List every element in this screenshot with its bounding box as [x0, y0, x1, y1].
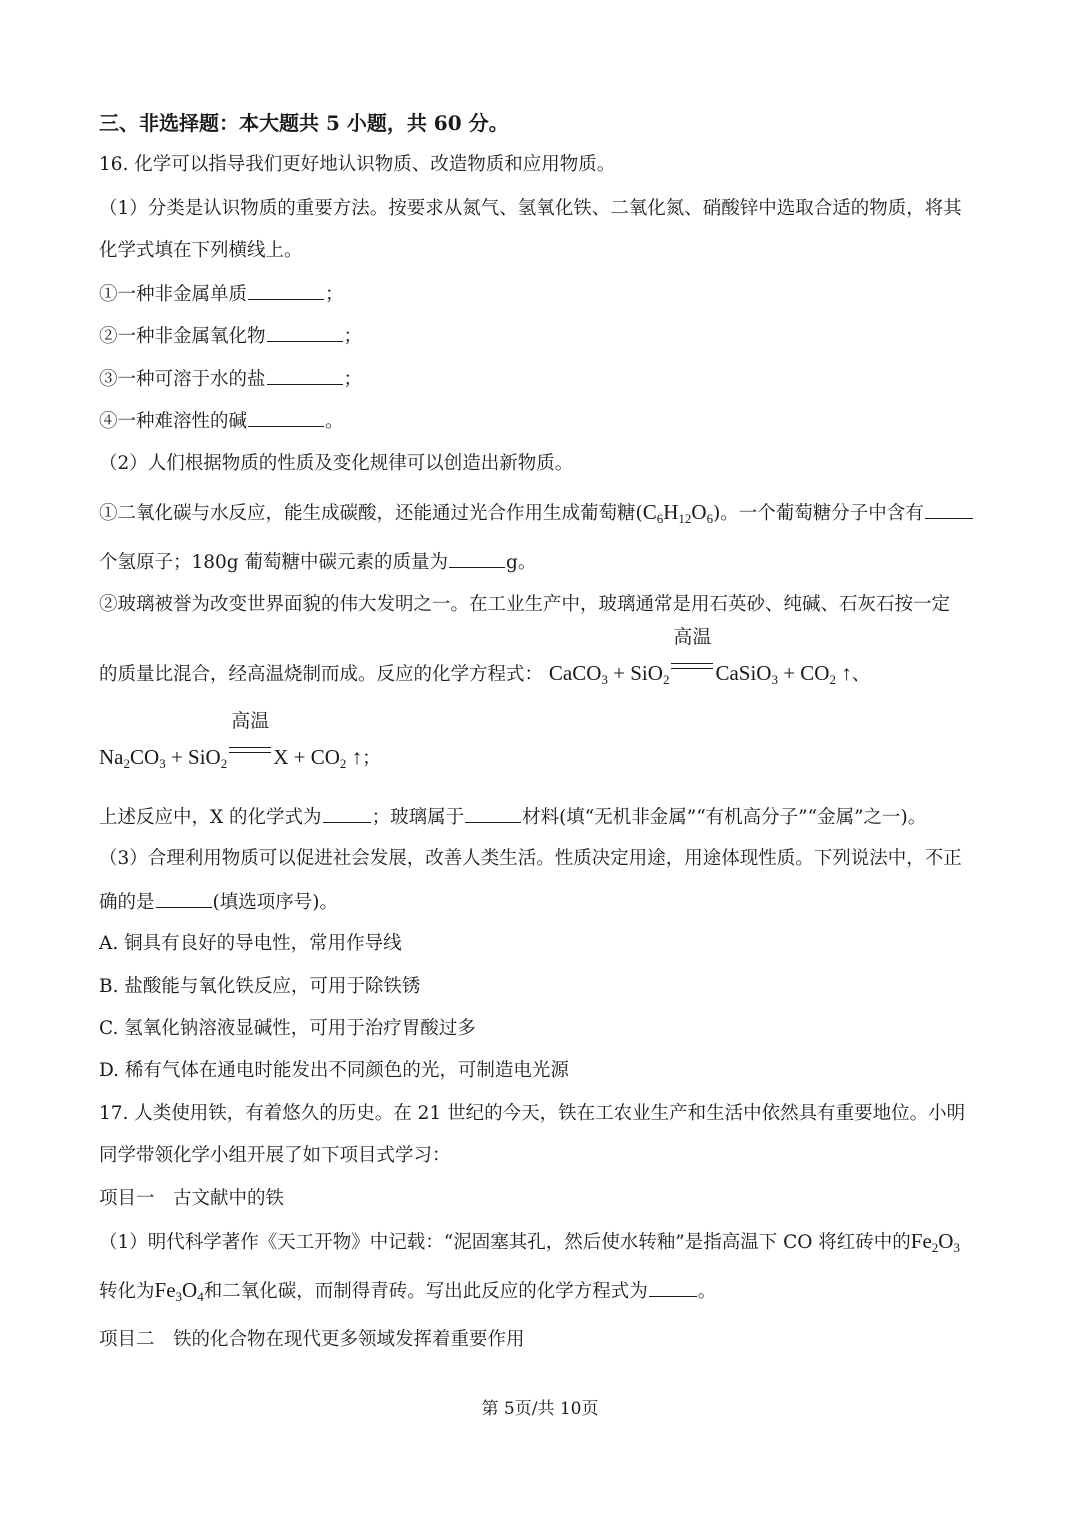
semicolon: ；: [325, 284, 344, 305]
q16-item3: [99, 366, 362, 393]
option-b: B. 盐酸能与氧化铁反应，可用于除铁锈: [99, 976, 421, 997]
p2-3-a: 上述反应中，X 的化学式为: [99, 807, 322, 828]
answer-blank[interactable]: [248, 281, 324, 300]
fe2o3-formula: $Fe_2O_3$: [910, 1229, 960, 1255]
q16-item1: [99, 281, 344, 308]
p2-1-text-b: )。一个葡萄糖分子中含有: [713, 503, 924, 524]
fe3o4-formula: $Fe_3O_4$: [154, 1278, 204, 1304]
q16-equation-2-line: [99, 710, 381, 772]
double-bar: [671, 663, 713, 669]
answer-blank[interactable]: [649, 1278, 697, 1297]
q16-p2-1-cont: [99, 549, 536, 576]
q17-p1-text-a: 转化为: [99, 1281, 155, 1302]
q17-p1-line1: [99, 1228, 960, 1256]
answer-blank[interactable]: [323, 804, 371, 823]
option-a: A. 铜具有良好的导电性，常用作导线: [99, 933, 402, 954]
project2-title: 项目二 铁的化合物在现代更多领域发挥着重要作用: [99, 1329, 525, 1350]
reaction-condition: [227, 710, 273, 764]
p2-1-text-d: g。: [506, 552, 537, 573]
answer-blank[interactable]: [156, 889, 212, 908]
item3-text: ③一种可溶于水的盐: [99, 369, 266, 390]
q16-p3-line2: [99, 889, 338, 916]
project1-title: 项目一 古文献中的铁: [99, 1188, 285, 1209]
p2-2-tail: 、: [851, 664, 871, 685]
q16-p2-2-line2: [99, 626, 871, 688]
q16-p1-line2: 化学式填在下列横线上。: [99, 240, 303, 261]
q17-p1-text: （1）明代科学著作《天工开物》中记载：“泥固塞其孔，然后使水转釉”是指高温下 CO 将红砖中的: [99, 1232, 911, 1253]
answer-blank[interactable]: [248, 408, 324, 427]
q16-p2-2-line1: ②玻璃被誉为改变世界面貌的伟大发明之一。在工业生产中，玻璃通常是用石英砂、纯碱、石灰石按一定: [99, 594, 951, 615]
semicolon: ；: [343, 326, 363, 347]
q16-item2: [99, 323, 362, 350]
q17-p1-text-c: 。: [697, 1281, 717, 1302]
glucose-formula: $C_6H_{12}O_6$: [642, 500, 714, 526]
item4-text: ④一种难溶性的碱: [99, 411, 248, 432]
q16-p2-1: [99, 499, 974, 527]
section-header: 三、非选择题：本大题共 5 小题，共 60 分。: [99, 111, 509, 135]
reaction-condition: [669, 626, 715, 680]
eq2-tail: ；: [362, 748, 381, 769]
p2-2-text: 的质量比混合，经高温烧制而成。反应的化学方程式：: [99, 664, 544, 685]
p2-1-text-c: 个氢原子；180g 葡萄糖中碳元素的质量为: [99, 552, 449, 573]
q16-item4: [99, 408, 344, 435]
p3-text-a: 确的是: [99, 892, 155, 913]
q16-p3-line1: （3）合理利用物质可以促进社会发展，改善人类生活。性质决定用途，用途体现性质。下列说法中，不正: [99, 848, 962, 869]
answer-blank[interactable]: [465, 804, 521, 823]
condition-label: 高温: [673, 626, 712, 648]
double-bar: [229, 747, 271, 753]
p2-3-b: ；玻璃属于: [371, 807, 465, 828]
answer-blank[interactable]: [267, 323, 343, 342]
item1-text: ①一种非金属单质: [99, 284, 248, 305]
item2-text: ②一种非金属氧化物: [99, 326, 266, 347]
q16-intro: 16. 化学可以指导我们更好地认识物质、改造物质和应用物质。: [99, 154, 616, 175]
p3-text-b: (填选项序号)。: [212, 892, 338, 913]
period: 。: [325, 411, 344, 432]
condition-label: 高温: [231, 710, 270, 732]
answer-blank[interactable]: [449, 549, 505, 568]
q17-intro-line2: 同学带领化学小组开展了如下项目式学习：: [99, 1145, 451, 1166]
q17-p1-text-b: 和二氧化碳，而制得青砖。写出此反应的化学方程式为: [203, 1281, 648, 1302]
q16-p1-line1: （1）分类是认识物质的重要方法。按要求从氮气、氢氧化铁、二氧化氮、硝酸锌中选取合适的物质，将其: [99, 198, 962, 219]
q17-intro-line1: 17. 人类使用铁，有着悠久的历史。在 21 世纪的今天，铁在工农业生产和生活中依然具有重要地位。小明: [99, 1103, 966, 1124]
semicolon: ；: [343, 369, 363, 390]
equation-1: CaCO$_3$ + SiO$_2$ 高温 CaSiO$_3$ + $CO_2$ ↑: [548, 626, 852, 687]
equation-2: $Na_2CO_3 + SiO_2$ 高温 $X + CO_2$ ↑: [99, 710, 363, 771]
p2-1-text: ①二氧化碳与水反应，能生成碳酸，还能通过光合作用生成葡萄糖(: [99, 503, 643, 524]
q17-p1-line2: [99, 1277, 716, 1305]
option-c: C. 氢氧化钠溶液显碱性，可用于治疗胃酸过多: [99, 1018, 476, 1039]
page-footer: 第 5页/共 10页: [481, 1399, 599, 1419]
q16-p2: （2）人们根据物质的性质及变化规律可以创造出新物质。: [99, 453, 574, 474]
option-d: D. 稀有气体在通电时能发出不同颜色的光，可制造电光源: [99, 1060, 569, 1081]
p2-3-c: 材料(填“无机非金属”“有机高分子”“金属”之一)。: [522, 807, 927, 828]
answer-blank[interactable]: [925, 500, 973, 519]
q16-p2-3: [99, 804, 926, 831]
answer-blank[interactable]: [267, 366, 343, 385]
